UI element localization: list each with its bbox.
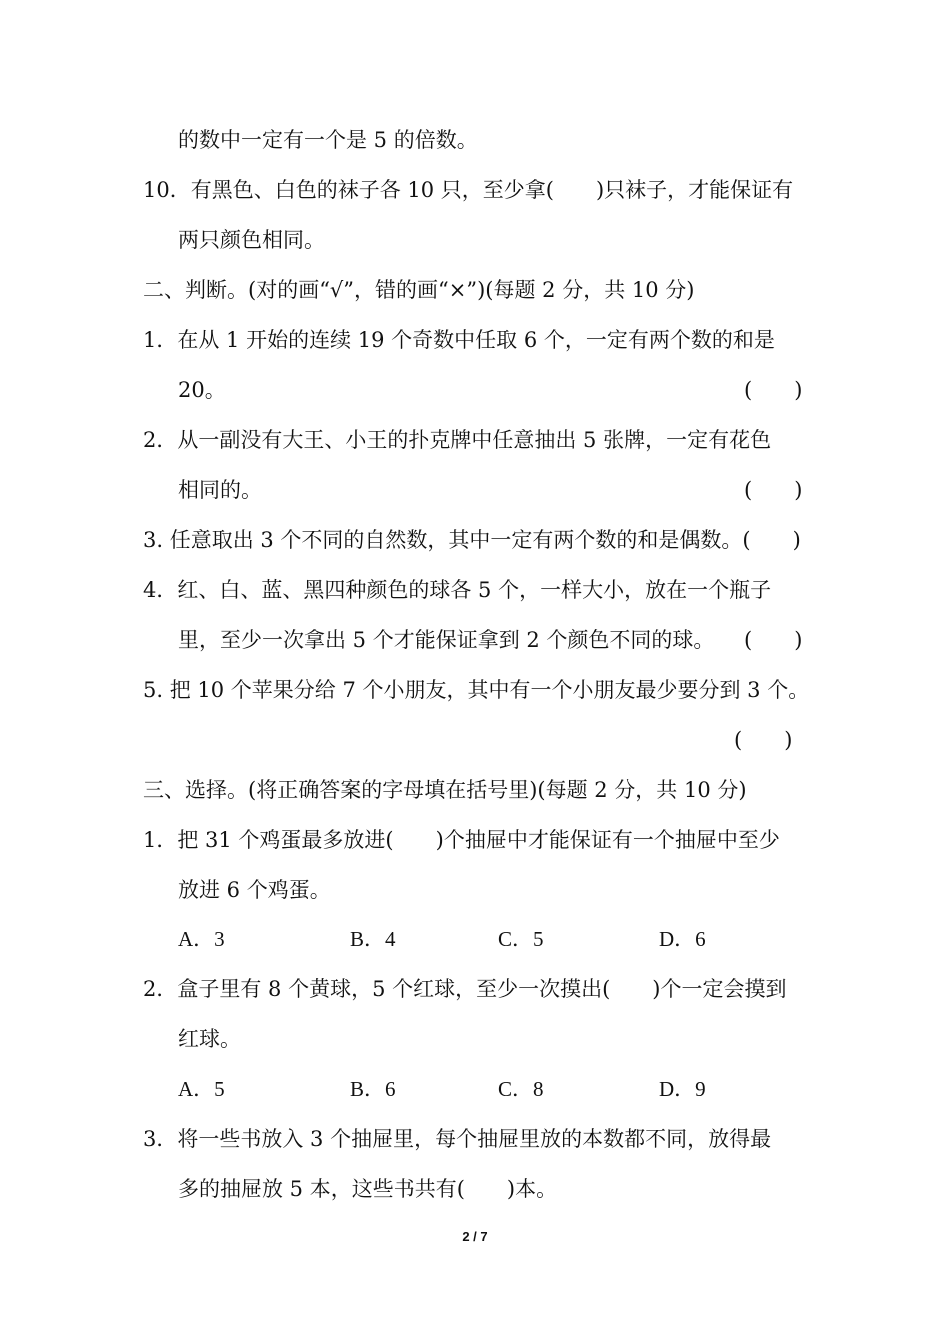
page-number: 2 / 7: [462, 1229, 488, 1244]
question-10: 10．有黑色、白色的袜子各 10 只，至少拿( )只袜子，才能保证有: [143, 178, 794, 202]
text-line: 红球。: [178, 1027, 241, 1051]
judge-question-1: 1．在从 1 开始的连续 19 个奇数中任取 6 个，一定有两个数的和是: [143, 328, 775, 352]
text-line: 放进 6 个鸡蛋。: [178, 878, 331, 902]
choice-question-1: 1．把 31 个鸡蛋最多放进( )个抽屉中才能保证有一个抽屉中至少: [143, 828, 780, 852]
option-a: A．5: [178, 1077, 225, 1101]
choice-question-2: 2．盒子里有 8 个黄球，5 个红球，至少一次摸出( )个一定会摸到: [143, 977, 787, 1001]
judge-question-5: 5. 把 10 个苹果分给 7 个小朋友，其中有一个小朋友最少要分到 3 个。: [143, 678, 810, 702]
text-line: 多的抽屉放 5 本，这些书共有( )本。: [178, 1177, 558, 1201]
option-c: C．5: [498, 927, 544, 951]
option-a: A．3: [178, 927, 225, 951]
answer-paren: ( ): [744, 478, 803, 502]
answer-paren: ( ): [744, 628, 803, 652]
option-c: C．8: [498, 1077, 544, 1101]
judge-question-4: 4．红、白、蓝、黑四种颜色的球各 5 个，一样大小，放在一个瓶子: [143, 578, 772, 602]
text-line: 两只颜色相同。: [178, 228, 325, 252]
section-3-heading: 三、选择。(将正确答案的字母填在括号里)(每题 2 分，共 10 分): [143, 778, 747, 802]
section-2-heading: 二、判断。(对的画“√”，错的画“×”)(每题 2 分，共 10 分): [143, 278, 695, 302]
option-b: B．6: [350, 1077, 396, 1101]
option-b: B．4: [350, 927, 396, 951]
answer-paren: ( ): [744, 378, 803, 402]
text-line: 20。: [178, 378, 226, 402]
text-line: 里，至少一次拿出 5 个才能保证拿到 2 个颜色不同的球。: [178, 628, 715, 652]
option-d: D．9: [659, 1077, 706, 1101]
choice-question-3: 3．将一些书放入 3 个抽屉里，每个抽屉里放的本数都不同，放得最: [143, 1127, 772, 1151]
judge-question-3: 3. 任意取出 3 个不同的自然数，其中一定有两个数的和是偶数。( ): [143, 528, 801, 552]
text-line: 的数中一定有一个是 5 的倍数。: [178, 128, 478, 152]
answer-paren: ( ): [734, 728, 793, 752]
text-line: 相同的。: [178, 478, 262, 502]
judge-question-2: 2．从一副没有大王、小王的扑克牌中任意抽出 5 张牌，一定有花色: [143, 428, 772, 452]
option-d: D．6: [659, 927, 706, 951]
